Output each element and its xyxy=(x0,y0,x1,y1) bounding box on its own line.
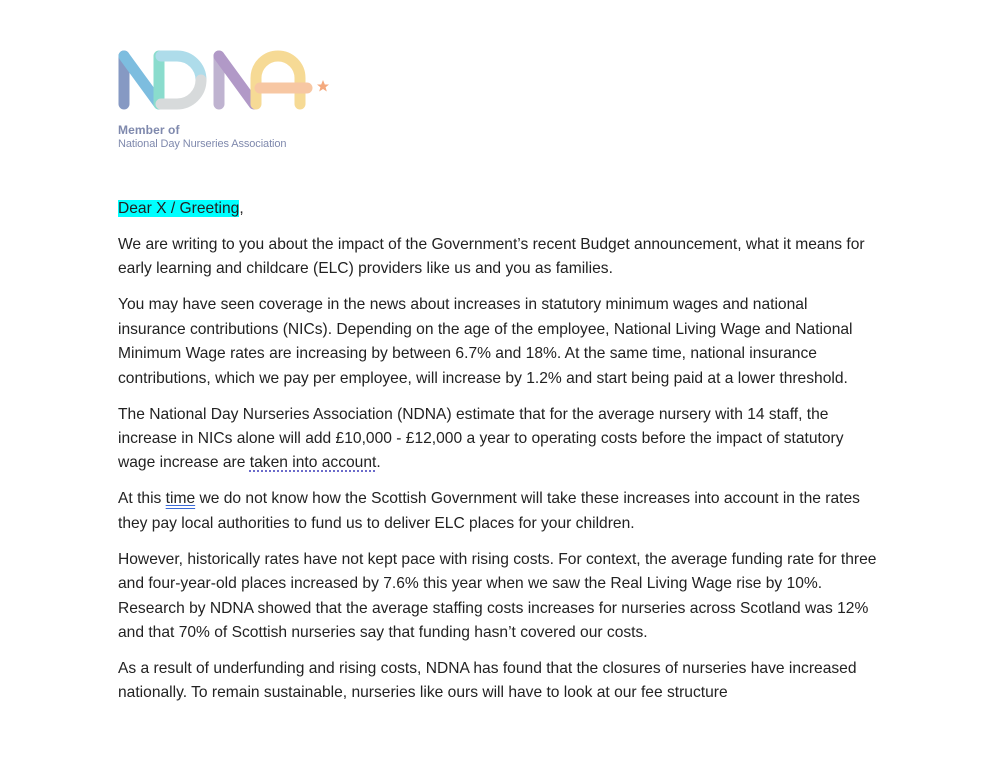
greeting-placeholder-highlight[interactable]: Dear X / Greeting xyxy=(118,200,240,217)
style-flag-time[interactable]: time xyxy=(165,490,196,508)
paragraph-ndna-estimate: The National Day Nurseries Association (NDNA) estimate that for the average nursery with 14 staff, the increase in NICs alone will add £10,000 - £12,000 a year to operating costs before the impact of statutory wage increase are taken into account. xyxy=(118,405,844,472)
logo-member-of: Member of xyxy=(118,123,180,137)
logo-association-name: National Day Nurseries Association xyxy=(118,138,287,150)
paragraph-historic-rates: However, historically rates have not kept pace with rising costs. For context, the average funding rate for three and four-year-old places increased by 7.6% this year when we saw the Real Living Wage rise by 10%. Research by NDNA showed that the average staffing costs increases for nurseries across Scotland was 12% and that 70% of Scottish nurseries say that funding hasn’t covered our costs. xyxy=(118,550,877,642)
paragraph-budget-impact: We are writing to you about the impact of the Government’s recent Budget announcement, what it means for early learning and childcare (ELC) providers like us and you as families. xyxy=(118,236,865,278)
grammar-flag-taken-into-account[interactable]: taken into account xyxy=(249,454,377,472)
paragraph-scottish-government: At this time we do not know how the Scottish Government will take these increases into account in the rates they pay local authorities to fund us to deliver ELC places for your children. xyxy=(118,490,860,532)
paragraph-wages-nics: You may have seen coverage in the news about increases in statutory minimum wages and national insurance contributions (NICs). Depending on the age of the employee, National Living Wage and National Minimum Wage rates are increasing by between 6.7% and 18%. At the same time, national insurance contributions, which we pay per employee, will increase by 1.2% and start being paid at a lower threshold. xyxy=(118,296,853,387)
letter-body xyxy=(118,197,878,717)
greeting: Dear X / Greeting, xyxy=(118,200,244,217)
ndna-logo xyxy=(117,48,332,153)
paragraph-underfunding: As a result of underfunding and rising costs, NDNA has found that the closures of nurseries have increased nationally. To remain sustainable, nurseries like ours will have to look at our fee structure xyxy=(118,660,857,702)
ndna-wordmark-icon xyxy=(117,48,332,118)
